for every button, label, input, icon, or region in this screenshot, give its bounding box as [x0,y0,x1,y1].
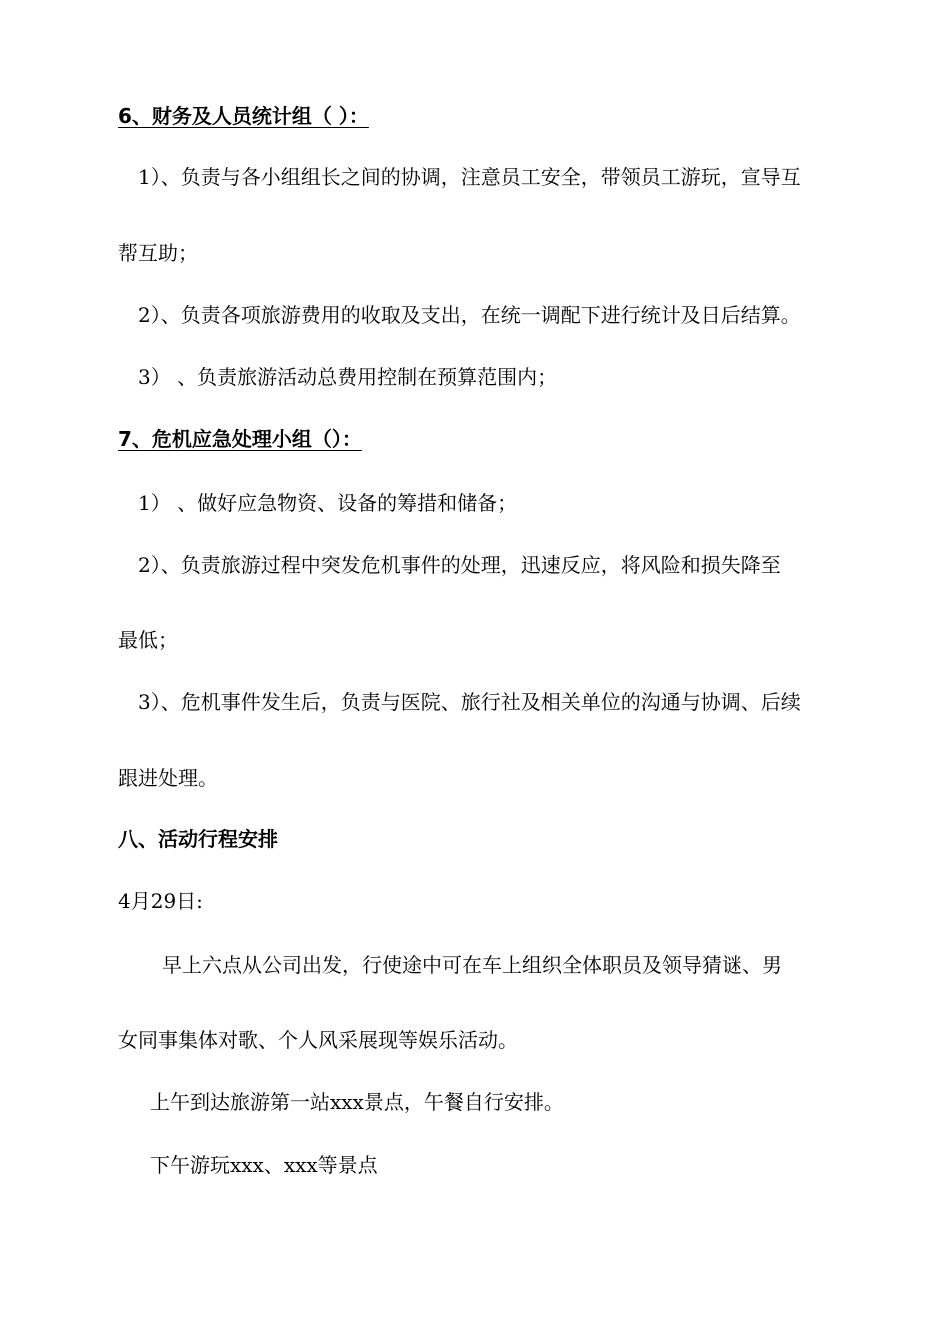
section-7-item-3-line-1: 3）、危机事件发生后，负责与医院、旅行社及相关单位的沟通与协调、后续 [138,690,801,714]
section-7-item-2-line-1: 2）、负责旅游过程中突发危机事件的处理，迅速反应，将风险和损失降至 [138,553,781,577]
section-8-title: 八、活动行程安排 [118,827,278,851]
section-6-title: 6、财务及人员统计组（ ）： [118,104,369,128]
section-6-item-2: 2）、负责各项旅游费用的收取及支出，在统一调配下进行统计及日后结算。 [138,303,801,327]
itinerary-para-1-line-1: 早上六点从公司出发，行使途中可在车上组织全体职员及领导猜谜、男 [162,953,782,977]
itinerary-para-2: 上午到达旅游第一站xxx景点，午餐自行安排。 [150,1090,564,1114]
itinerary-para-3: 下午游玩xxx、xxx等景点 [150,1153,378,1177]
section-6-item-3: 3） 、负责旅游活动总费用控制在预算范围内； [138,365,558,389]
section-7-item-3-line-2: 跟进处理。 [118,766,218,790]
section-7-item-2-line-2: 最低； [118,628,178,652]
section-6-item-1-line-1: 1）、负责与各小组组长之间的协调，注意员工安全，带领员工游玩，宣导互 [138,165,801,189]
section-7-item-1: 1） 、做好应急物资、设备的筹措和储备； [138,491,518,515]
section-6-item-1-line-2: 帮互助； [118,241,198,265]
itinerary-date: 4月29日: [118,889,203,913]
section-7-title: 7、危机应急处理小组（）： [118,427,362,451]
itinerary-para-1-line-2: 女同事集体对歌、个人风采展现等娱乐活动。 [118,1028,518,1052]
